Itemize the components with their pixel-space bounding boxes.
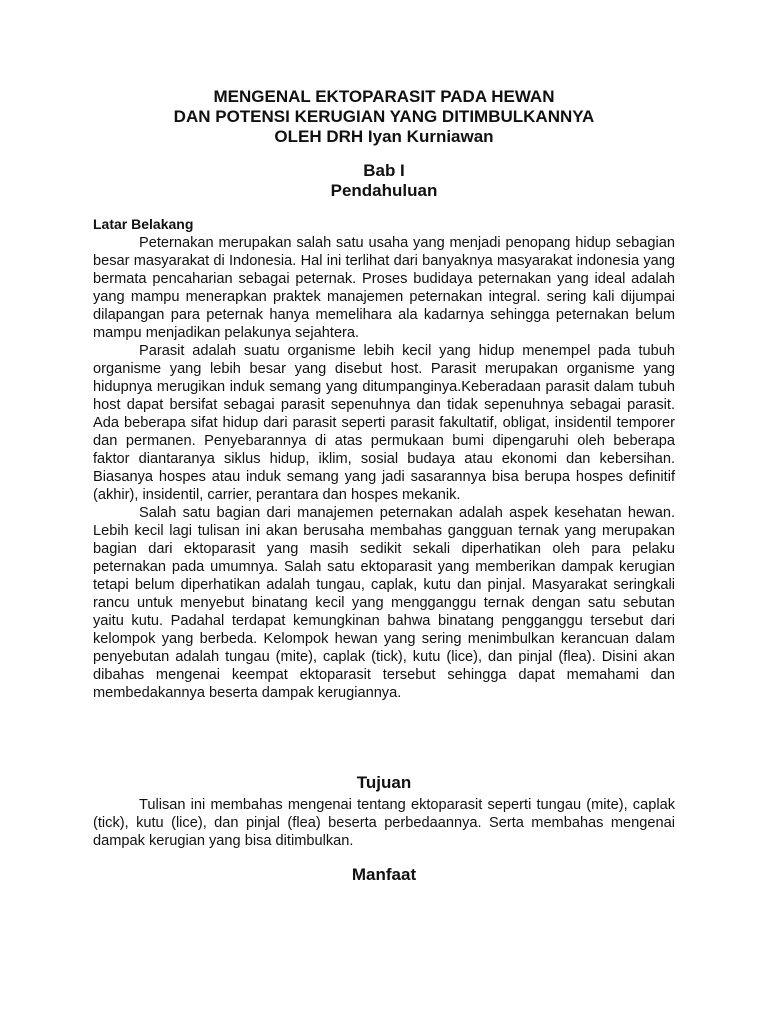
chapter-number: Bab I [363, 161, 405, 180]
paragraph-parasit: Parasit adalah suatu organisme lebih kecil yang hidup menempel pada tubuh organisme yang lebih besar yang disebut host. Parasit merupakan organisme yang hidupnya merugikan induk semang yang ditumpanginya.Keberadaan parasit dalam tubuh host dapat bersifat sebagai parasit sepenuhnya dan tidak sepenuhnya sebagai parasit. Ada beberapa sifat hidup dari parasit seperti parasit fakultatif, obligat, insidentil temporer dan permanen. Penyebarannya di atas permukaan bumi dipengaruhi oleh beberapa faktor diantaranya siklus hidup, iklim, sosial budaya atau ekonomi dan kebersihan. Biasanya hospes atau induk semang yang jadi sasarannya bisa berupa hospes definitif (akhir), insidentil, carrier, perantara dan hospes mekanik. [93, 343, 675, 503]
section-heading-tujuan: Tujuan [356, 773, 412, 792]
paragraph-tujuan: Tulisan ini membahas mengenai tentang ektoparasit seperti tungau (mite), caplak (tick), kutu (lice), dan pinjal (flea) beserta perbedaannya. Serta membahas mengenai dampak kerugian yang bisa ditimbulkan. [93, 797, 675, 849]
title-line-1: MENGENAL EKTOPARASIT PADA HEWAN [213, 87, 555, 106]
paragraph-peternakan: Peternakan merupakan salah satu usaha yang menjadi penopang hidup sebagian besar masyarakat di Indonesia. Hal ini terlihat dari banyaknya masyarakat indonesia yang bermata pencaharian sebagai peternak. Proses budidaya peternakan yang ideal adalah yang mampu menerapkan praktek manajemen peternakan integral. sering kali dijumpai dilapangan para peternak hanya memelihara ala kadarnya sehingga peternakan belum mampu menjadikan pelakunya sejahtera. [93, 235, 675, 341]
paragraph-manajemen: Salah satu bagian dari manajemen peternakan adalah aspek kesehatan hewan. Lebih kecil lagi tulisan ini akan berusaha membahas gangguan ternak yang merupakan bagian dari ektoparasit yang masih sedikit sekali diperhatikan oleh para pelaku peternakan pada umumnya. Salah satu ektoparasit yang memberikan dampak kerugian tetapi belum diperhatikan adalah tungau, caplak, kutu dan pinjal. Masyarakat seringkali rancu untuk menyebut binatang kecil yang mengganggu ternak dengan satu sebutan yaitu kutu. Padahal terdapat kemungkinan bahwa binatang pengganggu tersebut dari kelompok yang berbeda. Kelompok hewan yang sering menimbulkan kerancuan dalam penyebutan adalah tungau (mite), caplak (tick), kutu (lice), dan pinjal (flea). Disini akan dibahas mengenai keempat ektoparasit tersebut sehingga dapat memahami dan membedakannya beserta dampak kerugiannya. [93, 505, 675, 701]
tujuan-body [93, 796, 675, 850]
title-line-3: OLEH DRH Iyan Kurniawan [274, 127, 494, 146]
title-line-2: DAN POTENSI KERUGIAN YANG DITIMBULKANNYA [173, 107, 595, 126]
section-heading-latar-belakang: Latar Belakang [93, 216, 194, 232]
latar-belakang-body [93, 234, 675, 702]
chapter-name: Pendahuluan [330, 181, 438, 200]
section-heading-manfaat: Manfaat [351, 865, 417, 884]
